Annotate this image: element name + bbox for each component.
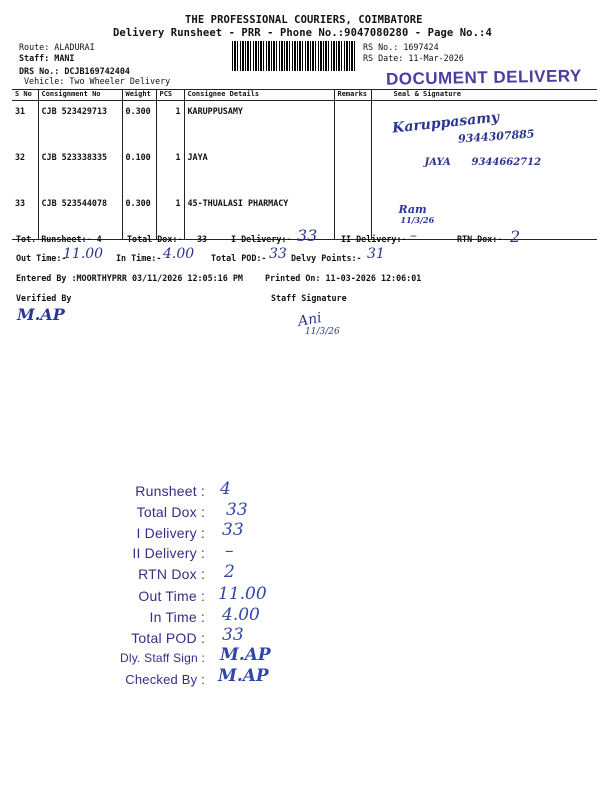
in-time-label: In Time:- bbox=[116, 253, 162, 263]
cell-remarks bbox=[334, 101, 371, 148]
stamp-in-time-value: 4.00 bbox=[222, 605, 260, 625]
runsheet-subtitle: Delivery Runsheet - PRR - Phone No.:9047080280 - Page No.:4 bbox=[113, 27, 492, 39]
staff-signature: Ani bbox=[296, 310, 323, 330]
stamp-i-delivery-label: I Delivery : bbox=[136, 525, 205, 541]
cell-consignee: 45-THUALASI PHARMACY bbox=[184, 193, 334, 240]
col-seal-signature: Seal & Signature bbox=[371, 90, 597, 101]
signature-phone: 9344307885 bbox=[457, 127, 535, 146]
cell-sno: 33 bbox=[12, 193, 38, 240]
cell-pcs: 1 bbox=[156, 101, 184, 148]
stamp-ii-delivery-label: II Delivery : bbox=[132, 545, 205, 561]
delvy-points-value: 31 bbox=[367, 246, 385, 262]
printed-on: Printed On: 11-03-2026 12:06:01 bbox=[265, 273, 422, 283]
staff: Staff: MANI bbox=[19, 53, 75, 63]
total-dox-label: Total Dox:- bbox=[127, 234, 183, 244]
ii-delivery-value: – bbox=[410, 228, 417, 244]
stamp-total-dox-value: 33 bbox=[226, 500, 248, 520]
signature-text: Karuppasamy bbox=[390, 109, 500, 137]
col-remarks: Remarks bbox=[334, 90, 371, 101]
cell-consignment: CJB 523429713 bbox=[38, 101, 122, 148]
document-delivery-stamp: DOCUMENT DELIVERY bbox=[385, 66, 582, 89]
stamp-staff-sign-value: M.AP bbox=[220, 645, 271, 665]
col-consignment: Consignment No bbox=[38, 90, 122, 101]
cell-consignment: CJB 523544078 bbox=[38, 193, 122, 240]
stamp-rtn-dox-label: RTN Dox : bbox=[138, 566, 205, 582]
barcode bbox=[232, 41, 356, 71]
total-pod-value: 33 bbox=[269, 246, 287, 262]
stamp-total-pod-label: Total POD : bbox=[131, 630, 205, 646]
i-delivery-value: 33 bbox=[297, 226, 318, 245]
stamp-checked-by-value: M.AP bbox=[218, 666, 269, 686]
cell-signature bbox=[371, 193, 597, 240]
entered-by: Entered By :MOORTHYPRR 03/11/2026 12:05:16 PM bbox=[16, 273, 243, 283]
stamp-out-time-label: Out Time : bbox=[138, 588, 205, 604]
cell-signature bbox=[371, 147, 597, 193]
cell-weight: 0.300 bbox=[122, 193, 156, 240]
delvy-points-label: Delvy Points:- bbox=[291, 253, 362, 263]
stamp-ii-delivery-value: – bbox=[225, 541, 234, 561]
tot-runsheet: Tot. Runsheet:- 4 bbox=[16, 234, 102, 244]
table-header-row bbox=[12, 90, 597, 101]
cell-consignee: JAYA bbox=[184, 147, 334, 193]
rtn-dox-label: RTN Dox:- bbox=[457, 234, 503, 244]
cell-remarks bbox=[334, 193, 371, 240]
col-sno: S No bbox=[12, 90, 38, 101]
signature-phone: 9344662712 bbox=[471, 157, 542, 168]
total-pod-label: Total POD:- bbox=[211, 253, 267, 263]
cell-remarks bbox=[334, 147, 371, 193]
stamp-runsheet-value: 4 bbox=[220, 479, 231, 499]
rs-date: RS Date: 11-Mar-2026 bbox=[363, 53, 464, 63]
verified-by-signature: M.AP bbox=[17, 305, 65, 324]
out-time-value: 11.00 bbox=[63, 246, 104, 262]
i-delivery-label: I Delivery:- bbox=[231, 234, 292, 244]
stamp-runsheet-label: Runsheet : bbox=[135, 483, 205, 499]
cell-weight: 0.300 bbox=[122, 101, 156, 148]
cell-pcs: 1 bbox=[156, 147, 184, 193]
stamp-total-pod-value: 33 bbox=[222, 625, 244, 645]
drs-no: DRS No.: DCJB169742404 bbox=[19, 66, 130, 76]
delivery-table bbox=[12, 89, 597, 240]
verified-by-label: Verified By bbox=[16, 293, 72, 303]
stamp-out-time-value: 11.00 bbox=[218, 584, 267, 604]
in-time-value: 4.00 bbox=[163, 246, 195, 262]
cell-consignment: CJB 523338335 bbox=[38, 147, 122, 193]
vehicle: Vehicle: Two Wheeler Delivery bbox=[24, 76, 171, 86]
ii-delivery-label: II Delivery:- bbox=[341, 234, 407, 244]
table-row bbox=[12, 147, 597, 193]
signature-text: Ram bbox=[398, 203, 427, 216]
cell-pcs: 1 bbox=[156, 193, 184, 240]
stamp-total-dox-label: Total Dox : bbox=[136, 504, 205, 520]
rtn-dox-value: 2 bbox=[510, 227, 521, 246]
out-time-label: Out Time:- bbox=[16, 253, 67, 263]
staff-signature-label: Staff Signature bbox=[271, 293, 347, 303]
signature-text: JAYA bbox=[424, 157, 451, 168]
signature-date: 11/3/26 bbox=[400, 215, 435, 225]
staff-signature-date: 11/3/26 bbox=[305, 327, 340, 337]
stamp-i-delivery-value: 33 bbox=[222, 520, 244, 540]
col-consignee: Consignee Details bbox=[184, 90, 334, 101]
table-row bbox=[12, 101, 597, 148]
company-title: THE PROFESSIONAL COURIERS, COIMBATORE bbox=[185, 14, 423, 26]
total-dox-value: 33 bbox=[197, 234, 208, 244]
stamp-in-time-label: In Time : bbox=[149, 609, 205, 625]
col-pcs: PCS bbox=[156, 90, 184, 101]
cell-sno: 32 bbox=[15, 152, 26, 162]
rs-no: RS No.: 1697424 bbox=[363, 42, 439, 52]
cell-signature bbox=[371, 101, 597, 148]
col-weight: Weight bbox=[122, 90, 156, 101]
cell-weight: 0.100 bbox=[122, 147, 156, 193]
stamp-staff-sign-label: Dly. Staff Sign : bbox=[120, 651, 205, 665]
stamp-rtn-dox-value: 2 bbox=[224, 562, 235, 582]
stamp-checked-by-label: Checked By : bbox=[125, 672, 205, 687]
cell-sno: 31 bbox=[15, 106, 26, 116]
cell-consignee: KARUPPUSAMY bbox=[184, 101, 334, 148]
route: Route: ALADURAI bbox=[19, 42, 95, 52]
